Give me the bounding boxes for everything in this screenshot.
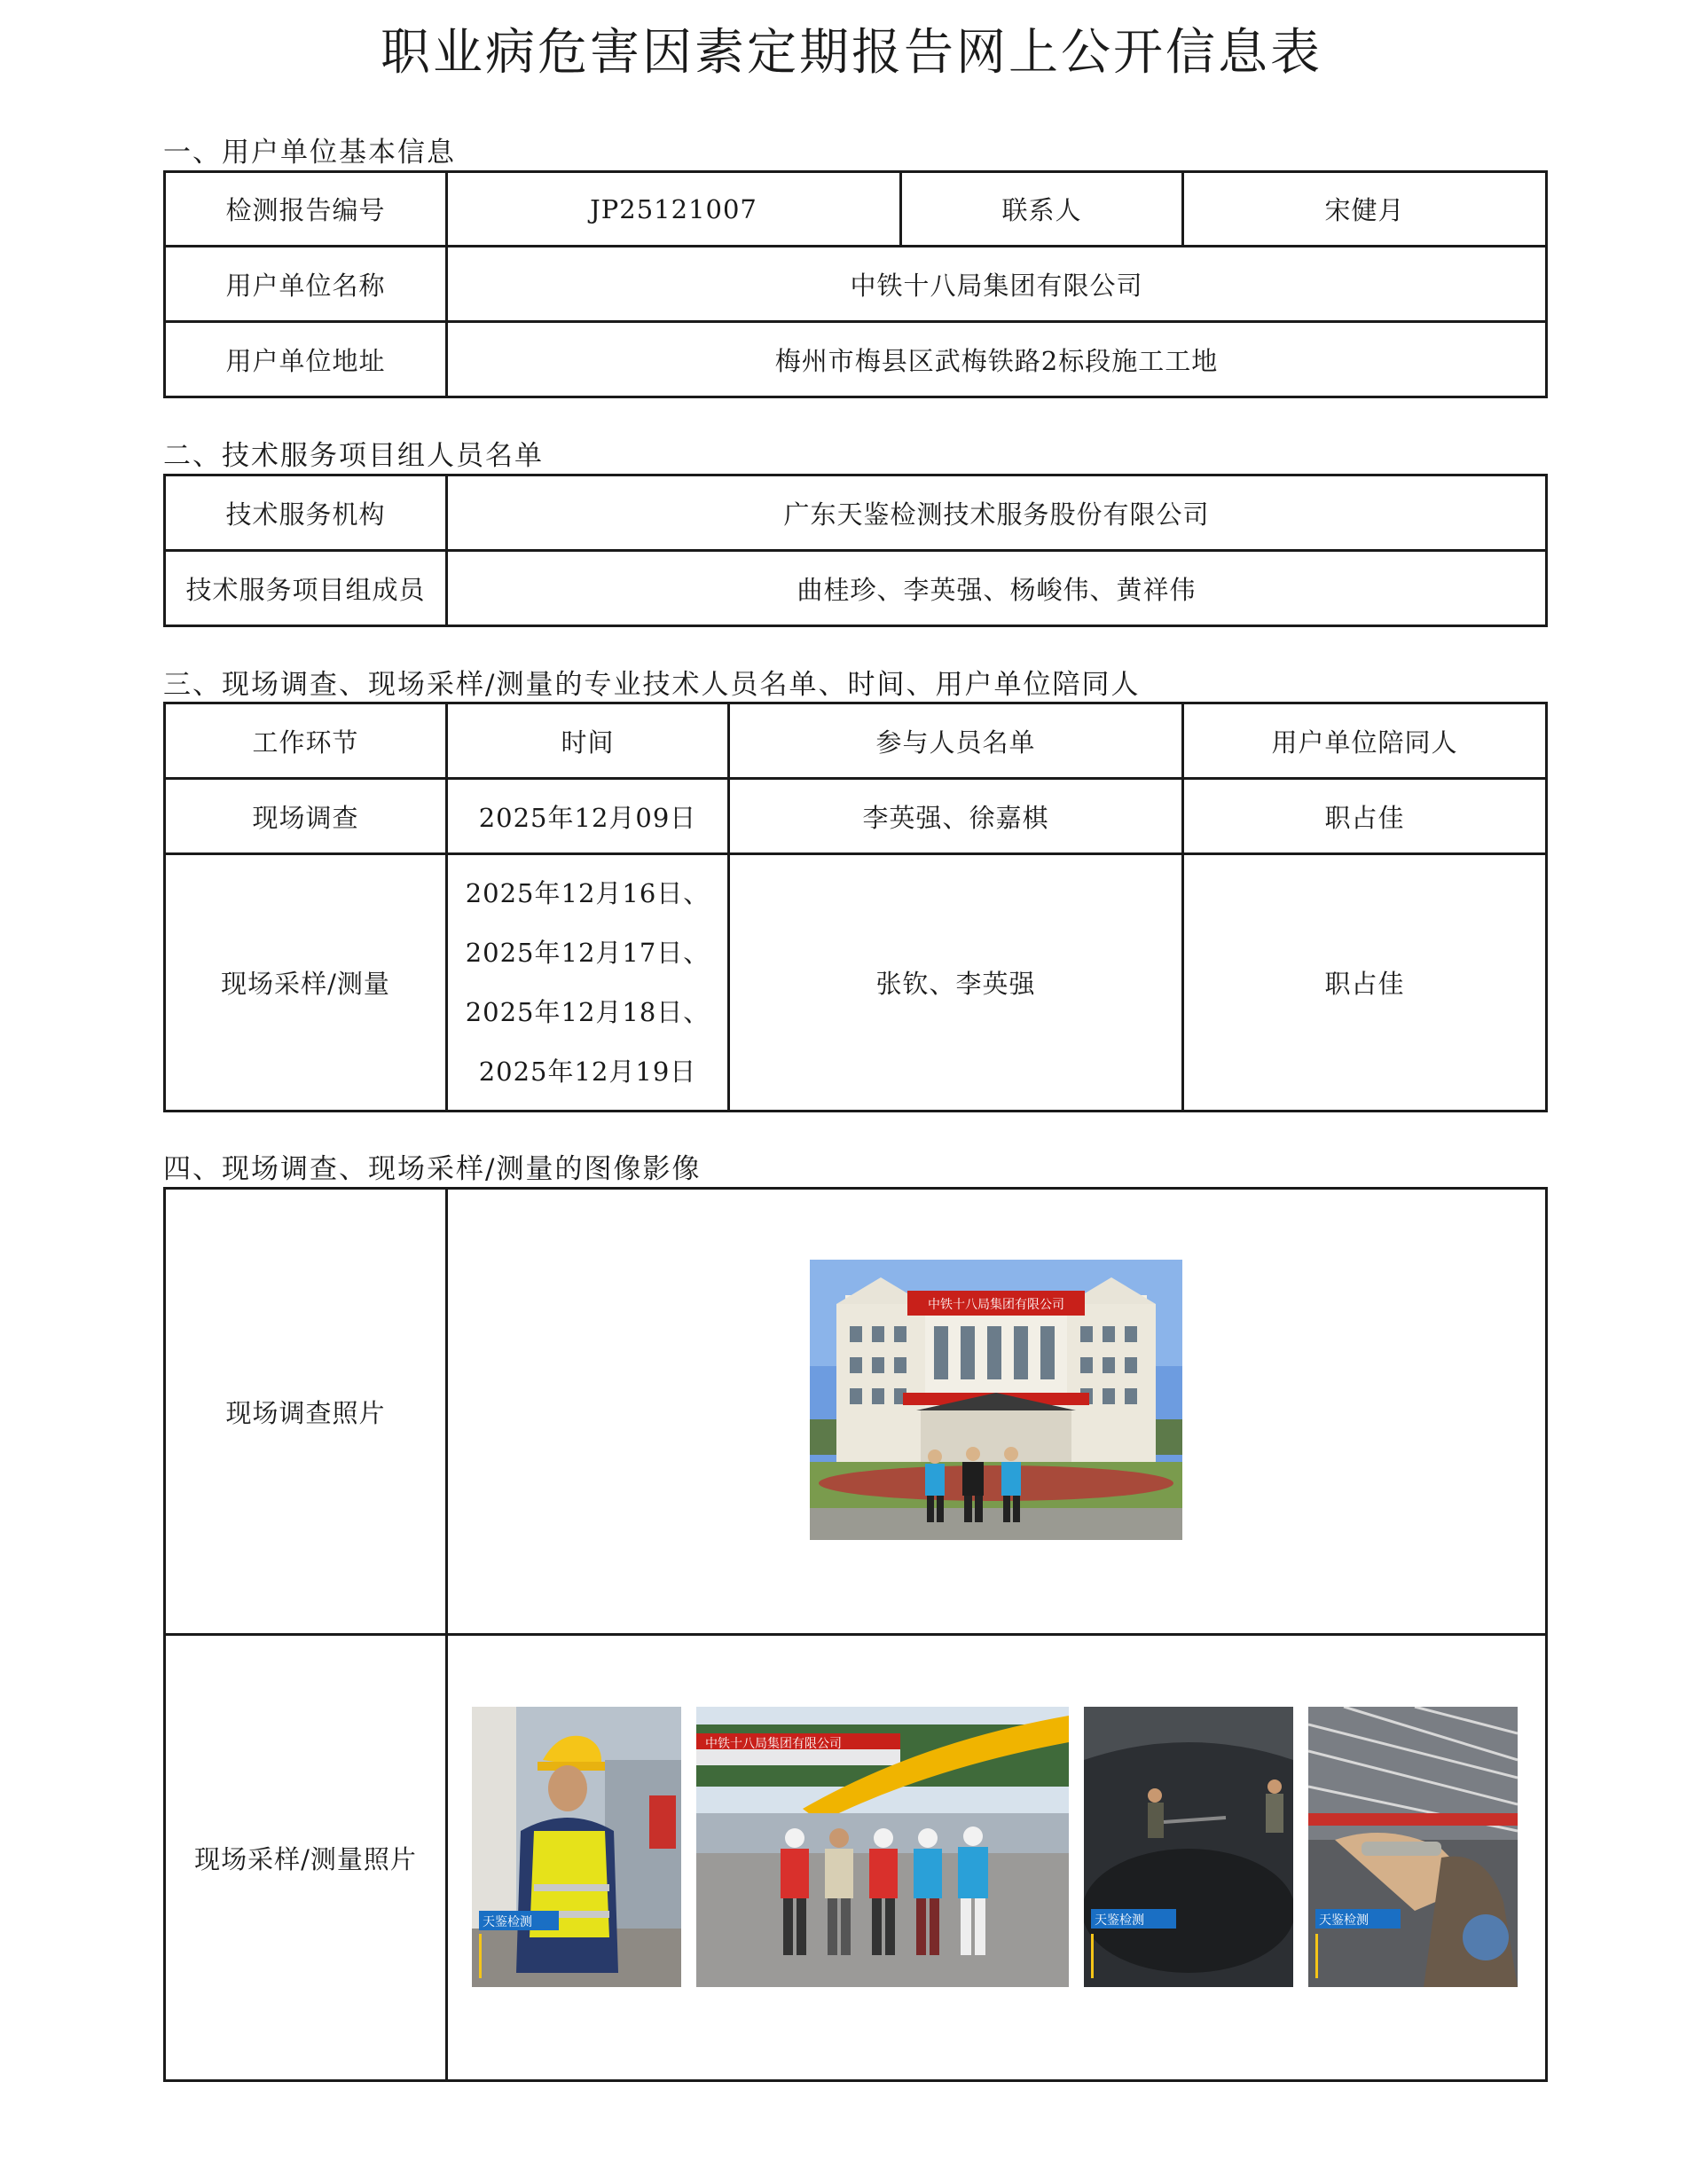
row2-dates bbox=[447, 854, 729, 1112]
section-4-heading: 四、现场调查、现场采样/测量的图像影像 bbox=[163, 1153, 702, 1185]
unit-addr-label: 用户单位地址 bbox=[165, 322, 447, 397]
section-2-heading: 二、技术服务项目组人员名单 bbox=[163, 440, 544, 472]
photo-3-watermark: 天鉴检测 bbox=[1095, 1913, 1144, 1928]
project-team-table bbox=[163, 474, 1548, 627]
row2-escort: 职占佳 bbox=[1183, 854, 1547, 1112]
row2-people: 张钦、李英强 bbox=[729, 854, 1183, 1112]
sampling-photo-4 bbox=[1308, 1707, 1518, 1987]
report-no-value: JP25121007 bbox=[447, 172, 901, 247]
sampling-photo-label: 现场采样/测量照片 bbox=[165, 1635, 447, 2081]
page-title: 职业病危害因素定期报告网上公开信息表 bbox=[381, 24, 1322, 82]
report-no-label: 检测报告编号 bbox=[165, 172, 447, 247]
sampling-photo-1 bbox=[472, 1707, 681, 1987]
section-3-heading: 三、现场调查、现场采样/测量的专业技术人员名单、时间、用户单位陪同人 bbox=[163, 669, 1141, 701]
org-label: 技术服务机构 bbox=[165, 475, 447, 551]
row2-date-4: 2025年12月19日 bbox=[478, 1056, 697, 1087]
row2-stage: 现场采样/测量 bbox=[165, 854, 447, 1112]
photo-4-watermark: 天鉴检测 bbox=[1319, 1913, 1369, 1928]
row2-date-3: 2025年12月18日、 bbox=[465, 996, 710, 1027]
photo-1-watermark: 天鉴检测 bbox=[483, 1915, 532, 1929]
row2-date-2: 2025年12月17日、 bbox=[465, 937, 710, 968]
unit-name-value: 中铁十八局集团有限公司 bbox=[447, 247, 1547, 322]
header-time: 时间 bbox=[447, 703, 729, 779]
sampling-photo-2 bbox=[696, 1707, 1069, 1987]
contact-label: 联系人 bbox=[901, 172, 1183, 247]
section-1-heading: 一、用户单位基本信息 bbox=[163, 137, 456, 169]
fieldwork-table bbox=[163, 702, 1548, 1112]
header-escort: 用户单位陪同人 bbox=[1183, 703, 1547, 779]
org-value: 广东天鉴检测技术服务股份有限公司 bbox=[447, 475, 1547, 551]
header-people: 参与人员名单 bbox=[729, 703, 1183, 779]
unit-name-label: 用户单位名称 bbox=[165, 247, 447, 322]
survey-photo-label: 现场调查照片 bbox=[165, 1189, 447, 1635]
row1-people: 李英强、徐嘉棋 bbox=[729, 779, 1183, 854]
survey-photo bbox=[810, 1260, 1182, 1540]
unit-addr-value: 梅州市梅县区武梅铁路2标段施工工地 bbox=[447, 322, 1547, 397]
members-value: 曲桂珍、李英强、杨峻伟、黄祥伟 bbox=[447, 551, 1547, 626]
photo-2-banner: 中铁十八局集团有限公司 bbox=[705, 1737, 842, 1751]
row1-date: 2025年12月09日 bbox=[447, 779, 729, 854]
row2-date-1: 2025年12月16日、 bbox=[465, 877, 710, 908]
row1-escort: 职占佳 bbox=[1183, 779, 1547, 854]
row1-stage: 现场调查 bbox=[165, 779, 447, 854]
header-stage: 工作环节 bbox=[165, 703, 447, 779]
sampling-photo-3 bbox=[1084, 1707, 1293, 1987]
basic-info-table bbox=[163, 170, 1548, 398]
survey-photo-image bbox=[810, 1260, 1182, 1540]
members-label: 技术服务项目组成员 bbox=[165, 551, 447, 626]
survey-banner-text: 中铁十八局集团有限公司 bbox=[928, 1298, 1064, 1312]
contact-value: 宋健月 bbox=[1183, 172, 1547, 247]
